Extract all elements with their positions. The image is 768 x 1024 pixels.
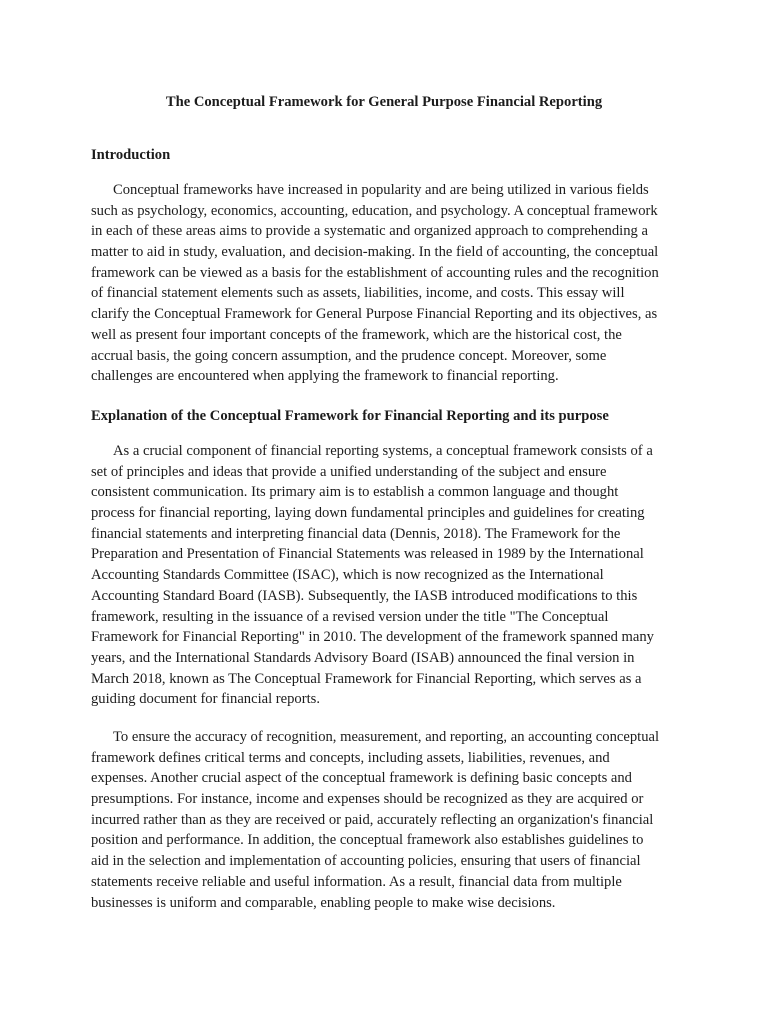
paragraph-line: incurred rather than as they are received or paid, accurately reflecting an organization's financial (91, 811, 654, 828)
paragraph-line: well as present four important concepts of the framework, which are the historical cost, the (91, 326, 622, 343)
paragraph-line: process for financial reporting, laying down fundamental principles and guidelines for creating (91, 505, 645, 522)
paragraph-line: To ensure the accuracy of recognition, measurement, and reporting, an accounting conceptual (113, 729, 660, 745)
paragraph-line: Accounting Standards Committee (ISAC), which is now recognized as the International (91, 567, 604, 584)
paragraph-line: consistent communication. Its primary aim is to establish a common language and thought (91, 484, 619, 501)
paragraph-line: presumptions. For instance, income and expenses should be recognized as they are acquired or (91, 791, 644, 808)
paragraph-line: framework defines critical terms and concepts, including assets, liabilities, revenues, and (91, 749, 610, 766)
paragraph-explanation-2 (91, 727, 691, 913)
paragraph-line: set of principles and ideas that provide a unified understanding of the subject and ensure (91, 463, 607, 480)
paragraph-line: Framework for Financial Reporting" in 2010. The development of the framework spanned many (91, 629, 654, 646)
paragraph-line: such as psychology, economics, accounting, education, and psychology. A conceptual framework (91, 202, 658, 219)
paragraph-line: businesses is uniform and comparable, enabling people to make wise decisions. (91, 894, 556, 911)
paragraph-line: matter to aid in study, evaluation, and decision-making. In the field of accounting, the conceptual (91, 244, 659, 261)
paragraph-line: accrual basis, the going concern assumption, and the prudence concept. Moreover, some (91, 347, 607, 364)
paragraph-explanation-1 (91, 441, 691, 710)
document-title: The Conceptual Framework for General Purpose Financial Reporting (165, 94, 603, 110)
paragraph-line: financial statements and interpreting financial data (Dennis, 2018). The Framework for the (91, 525, 621, 542)
paragraph-line: aid in the selection and implementation of accounting policies, ensuring that users of financial (91, 853, 641, 870)
paragraph-line: expenses. Another crucial aspect of the conceptual framework is defining basic concepts and (91, 770, 632, 787)
section-heading-explanation: Explanation of the Conceptual Framework for Financial Reporting and its purpose (91, 408, 609, 424)
paragraph-line: framework, resulting in the issuance of a revised version under the title "The Conceptual (91, 608, 609, 625)
paragraph-line: Preparation and Presentation of Financial Statements was released in 1989 by the International (91, 546, 644, 563)
paragraph-line: March 2018, known as The Conceptual Framework for Financial Reporting, which serves as a (91, 670, 642, 687)
paragraph-line: of financial statement elements such as assets, liabilities, income, and costs. This essay will (91, 285, 625, 302)
paragraph-line: clarify the Conceptual Framework for General Purpose Financial Reporting and its objectives, as (91, 306, 658, 323)
paragraph-line: challenges are encountered when applying the framework to financial reporting. (91, 368, 559, 385)
paragraph-line: Conceptual frameworks have increased in popularity and are being utilized in various fields (113, 182, 649, 198)
paragraph-line: position and performance. In addition, the conceptual framework also establishes guidelines to (91, 832, 644, 849)
paragraph-line: Accounting Standard Board (IASB). Subsequently, the IASB introduced modifications to this (91, 587, 638, 604)
paragraph-line: As a crucial component of financial reporting systems, a conceptual framework consists of a (113, 443, 653, 459)
paragraph-line: years, and the International Standards Advisory Board (ISAB) announced the final version in (91, 649, 635, 666)
paragraph-line: guiding document for financial reports. (91, 691, 320, 708)
section-heading-introduction: Introduction (91, 147, 171, 163)
paragraph-line: framework can be viewed as a basis for the establishment of accounting rules and the recognition (91, 264, 659, 281)
paragraph-line: statements receive reliable and useful information. As a result, financial data from multiple (91, 873, 622, 890)
paragraph-introduction (91, 180, 691, 387)
paragraph-line: in each of these areas aims to provide a systematic and organized approach to comprehending a (91, 223, 648, 240)
